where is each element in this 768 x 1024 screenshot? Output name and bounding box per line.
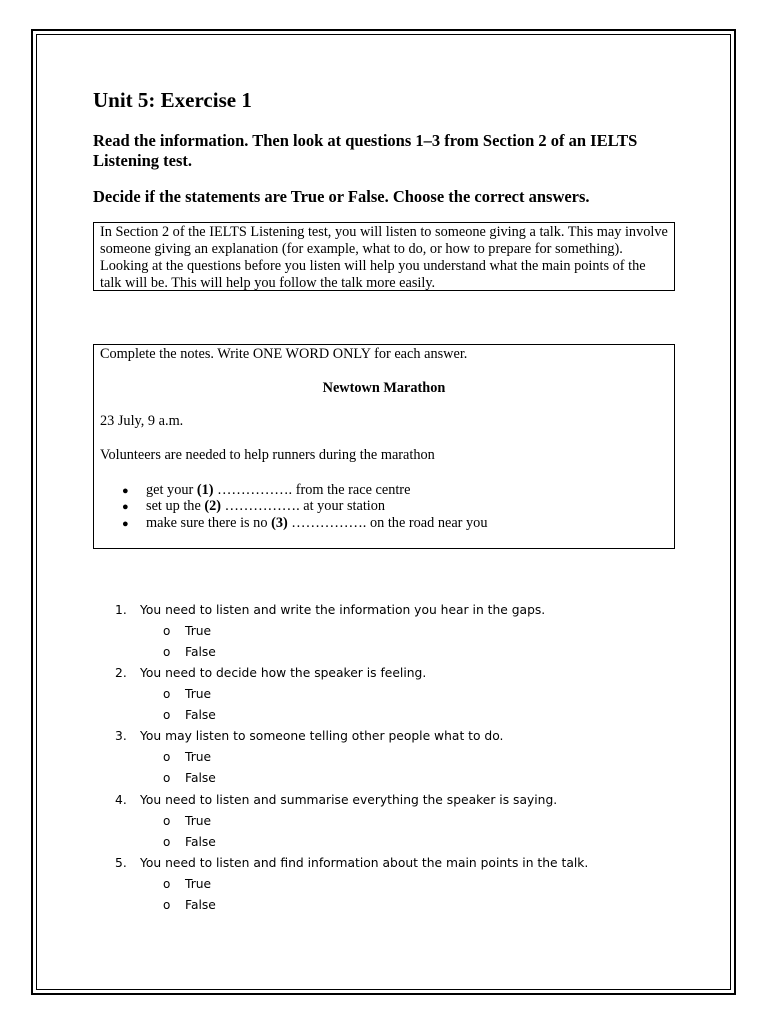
option-true[interactable] <box>163 750 211 764</box>
instruction-decide: Decide if the statements are True or False. Choose the correct answers. <box>93 187 590 206</box>
option-label: True <box>185 687 212 701</box>
circle-bullet-icon: o <box>163 898 171 912</box>
answer-gap[interactable]: ……………. <box>213 482 296 498</box>
option-label: True <box>185 624 212 638</box>
notes-item-text: make sure there is no <box>146 515 272 531</box>
circle-bullet-icon: o <box>163 814 171 828</box>
circle-bullet-icon: o <box>163 835 171 849</box>
circle-bullet-icon: o <box>163 771 171 785</box>
option-false[interactable] <box>163 898 216 912</box>
circle-bullet-icon: o <box>163 687 171 701</box>
question-1 <box>115 603 545 617</box>
bullet-icon: ● <box>122 501 129 513</box>
notes-item <box>122 515 487 533</box>
circle-bullet-icon: o <box>163 645 171 659</box>
notes-item-text: at your station <box>303 498 386 514</box>
option-true[interactable] <box>163 624 211 638</box>
option-false[interactable] <box>163 645 216 659</box>
circle-bullet-icon: o <box>163 708 171 722</box>
question-5 <box>115 856 588 870</box>
question-text: You need to listen and summarise everything the speaker is saying. <box>140 793 558 807</box>
option-label: False <box>185 645 216 659</box>
option-false[interactable] <box>163 771 216 785</box>
gap-number: (3) <box>271 515 288 531</box>
question-text: You need to listen and find information about the main points in the talk. <box>140 856 589 870</box>
question-4 <box>115 793 557 807</box>
answer-gap[interactable]: ……………. <box>221 498 304 514</box>
gap-number: (1) <box>196 482 214 498</box>
notes-item-text: on the road near you <box>369 515 488 531</box>
notes-date: 23 July, 9 a.m. <box>100 413 184 429</box>
instruction-read: Read the information. Then look at questions 1–3 from Section 2 of an IELTS Listening test. <box>93 131 638 170</box>
option-label: False <box>185 708 216 722</box>
info-box <box>93 222 675 291</box>
option-label: False <box>185 771 216 785</box>
question-2 <box>115 666 426 680</box>
option-label: False <box>185 898 216 912</box>
notes-item <box>122 498 385 516</box>
bullet-icon: ● <box>122 518 129 530</box>
option-label: False <box>185 835 216 849</box>
notes-heading: Newtown Marathon <box>322 380 446 396</box>
question-number: 3. <box>115 729 127 743</box>
page-title: Unit 5: Exercise 1 <box>93 88 252 112</box>
notes-item-text: from the race centre <box>295 482 411 498</box>
option-label: True <box>185 814 212 828</box>
question-number: 5. <box>115 856 127 870</box>
circle-bullet-icon: o <box>163 877 171 891</box>
notes-item-text: get your <box>146 482 197 498</box>
notes-intro: Volunteers are needed to help runners during the marathon <box>100 447 435 463</box>
answer-gap[interactable]: ……………. <box>287 515 370 531</box>
question-text: You need to decide how the speaker is feeling. <box>140 666 427 680</box>
question-text: You need to listen and write the information you hear in the gaps. <box>140 603 546 617</box>
option-false[interactable] <box>163 708 216 722</box>
question-number: 4. <box>115 793 127 807</box>
info-text: In Section 2 of the IELTS Listening test, you will listen to someone giving a talk. This may involve someone giving an explanation (for example, what to do, or how to prepare for something). Looking at the questions before you listen will help you understand what the main points of the talk will be. This will help you follow the talk more easily. <box>100 224 668 291</box>
circle-bullet-icon: o <box>163 750 171 764</box>
gap-number: (2) <box>204 498 222 514</box>
question-number: 1. <box>115 603 127 617</box>
bullet-icon: ● <box>122 485 129 497</box>
option-label: True <box>185 750 212 764</box>
question-number: 2. <box>115 666 127 680</box>
question-text: You may listen to someone telling other people what to do. <box>140 729 504 743</box>
notes-instruction: Complete the notes. Write ONE WORD ONLY for each answer. <box>100 346 468 362</box>
notes-item-text: set up the <box>146 498 205 514</box>
option-true[interactable] <box>163 814 211 828</box>
option-false[interactable] <box>163 835 216 849</box>
notes-box <box>93 344 675 549</box>
option-label: True <box>185 877 212 891</box>
question-3 <box>115 729 503 743</box>
option-true[interactable] <box>163 687 211 701</box>
circle-bullet-icon: o <box>163 624 171 638</box>
option-true[interactable] <box>163 877 211 891</box>
